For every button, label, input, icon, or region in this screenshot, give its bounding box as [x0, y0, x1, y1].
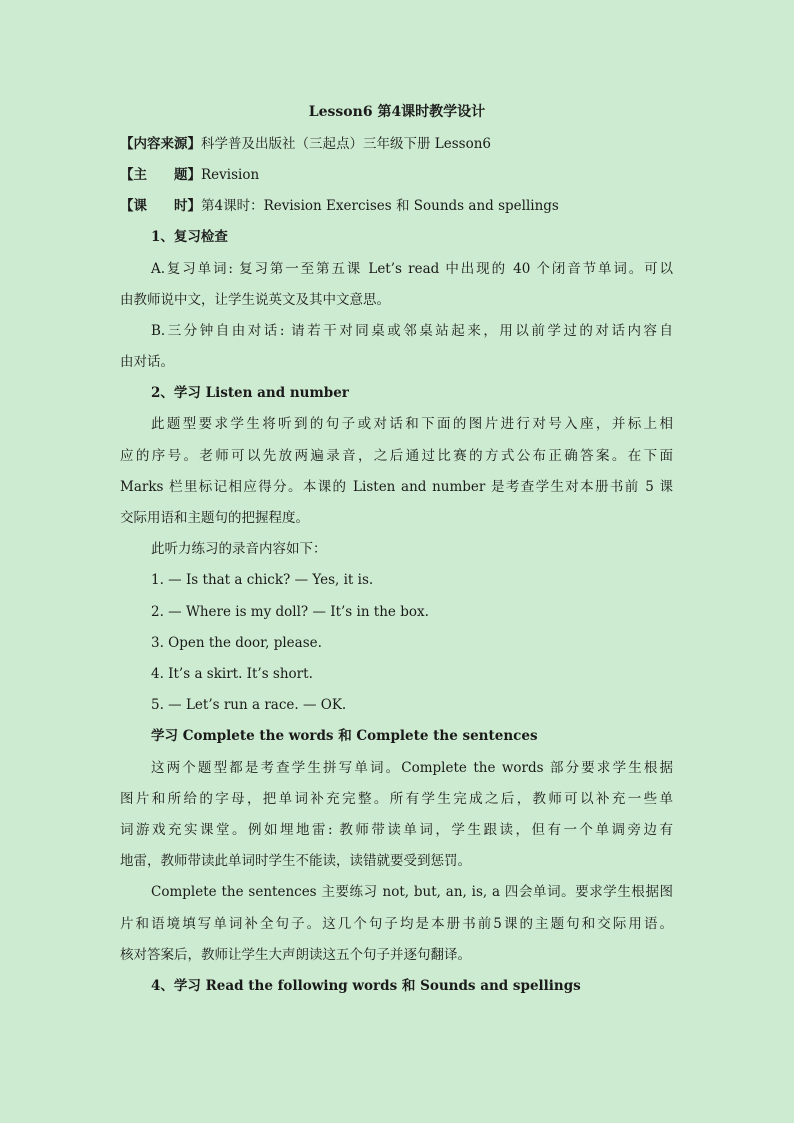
period-label: 【课 时】 — [120, 198, 201, 214]
meta-period — [120, 196, 680, 216]
section-3-para-2-line-1: Complete the sentences 主要练习 not, but, an, is, a 四会单词。要求学生根据图 — [151, 884, 673, 900]
topic-label: 【主 题】 — [120, 167, 201, 183]
section-2-para-line-3: Marks 栏里标记相应得分。本课的 Listen and number 是考查学生对本册书前 5 课 — [120, 479, 673, 495]
section-2-para-line-4: 交际用语和主题句的把握程度。 — [120, 510, 309, 526]
section-3-para-1-line-3: 词游戏充实课堂。例如埋地雷: 教师带读单词，学生跟读，但有一个单调旁边有 — [120, 822, 673, 838]
section-2-para-line-1: 此题型要求学生将听到的句子或对话和下面的图片进行对号入座，并标上相 — [151, 416, 673, 432]
list-item: 3. Open the door, please. — [151, 635, 322, 651]
source-label: 【内容来源】 — [120, 136, 201, 152]
page-title: Lesson6 第4课时教学设计 — [308, 104, 486, 120]
list-item: 5. — Let’s run a race. — OK. — [151, 697, 347, 713]
section-3-para-2-line-2: 片和语境填写单词补全句子。这几个句子均是本册书前5课的主题句和交际用语。 — [120, 916, 673, 932]
section-3-para-1-line-1: 这两个题型都是考查学生拼写单词。Complete the words 部分要求学生根据 — [151, 760, 673, 776]
list-item: 2. — Where is my doll? — It’s in the box. — [151, 604, 429, 620]
list-item: 1. — Is that a chick? — Yes, it is. — [151, 572, 374, 588]
section-3-para-2-line-3: 核对答案后，教师让学生大声朗读这五个句子并逐句翻译。 — [120, 947, 471, 963]
section-1-heading: 1、复习检查 — [151, 229, 228, 245]
section-2-intro: 此听力练习的录音内容如下： — [151, 541, 327, 557]
section-2-heading: 2、学习 Listen and number — [151, 385, 349, 401]
section-1-b-line-2: 由对话。 — [120, 354, 174, 370]
section-1-b-line-1: B.三分钟自由对话: 请若干对同桌或邻桌站起来，用以前学过的对话内容自 — [151, 323, 673, 339]
section-4-heading: 4、学习 Read the following words 和 Sounds and spellings — [151, 978, 581, 994]
section-3-para-1-line-4: 地雷，教师带读此单词时学生不能读，读错就要受到惩罚。 — [120, 853, 471, 869]
meta-topic — [120, 165, 680, 185]
list-item: 4. It’s a skirt. It’s short. — [151, 666, 313, 682]
section-2-para-line-2: 应的序号。老师可以先放两遍录音，之后通过比赛的方式公布正确答案。在下面 — [120, 448, 673, 464]
section-1-a-line-2: 由教师说中文，让学生说英文及其中文意思。 — [120, 292, 390, 308]
section-3-para-1-line-2: 图片和所给的字母，把单词补充完整。所有学生完成之后，教师可以补充一些单 — [120, 791, 673, 807]
topic-value: Revision — [201, 167, 260, 183]
period-value: 第4课时：Revision Exercises 和 Sounds and spellings — [201, 198, 559, 214]
source-value: 科学普及出版社（三起点）三年级下册 Lesson6 — [201, 136, 492, 152]
section-3-heading: 学习 Complete the words 和 Complete the sentences — [151, 728, 538, 744]
section-1-a-line-1: A.复习单词: 复习第一至第五课 Let’s read 中出现的 40 个闭音节单词。可以 — [151, 261, 673, 277]
meta-source — [120, 134, 680, 154]
